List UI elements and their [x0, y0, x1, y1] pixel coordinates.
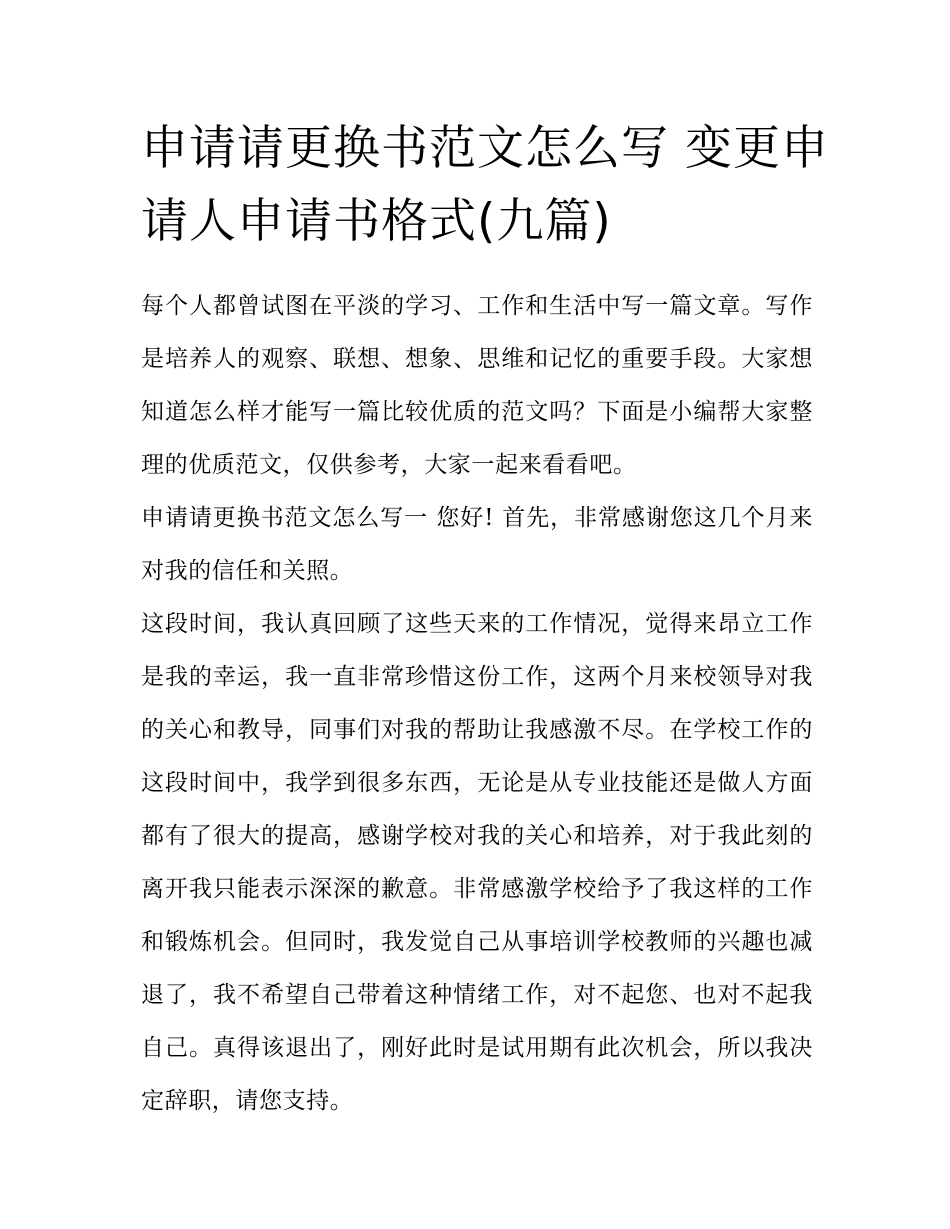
- document-title: 申请请更换书范文怎么写 变更申请人申请书格式(九篇): [141, 121, 829, 249]
- paragraph-greeting: 申请请更换书范文怎么写一 您好! 首先，非常感谢您这几个月来对我的信任和关照。: [141, 505, 813, 584]
- document-body: [141, 280, 813, 1128]
- paragraph-intro: 每个人都曾试图在平淡的学习、工作和生活中写一篇文章。写作是培养人的观察、联想、想象、思维和记忆的重要手段。大家想知道怎么样才能写一篇比较优质的范文吗？下面是小编帮大家整理的优质范文，仅供参考，大家一起来看看吧。: [141, 293, 813, 478]
- paragraph-main: 这段时间，我认真回顾了这些天来的工作情况，觉得来昂立工作是我的幸运，我一直非常珍惜这份工作，这两个月来校领导对我的关心和教导，同事们对我的帮助让我感激不尽。在学校工作的这段时间中，我学到很多东西，无论是从专业技能还是做人方面都有了很大的提高，感谢学校对我的关心和培养，对于我此刻的离开我只能表示深深的歉意。非常感激学校给予了我这样的工作和锻炼机会。但同时，我发觉自己从事培训学校教师的兴趣也减退了，我不希望自己带着这种情绪工作，对不起您、也对不起我自己。真得该退出了，刚好此时是试用期有此次机会，所以我决定辞职，请您支持。: [141, 611, 813, 1114]
